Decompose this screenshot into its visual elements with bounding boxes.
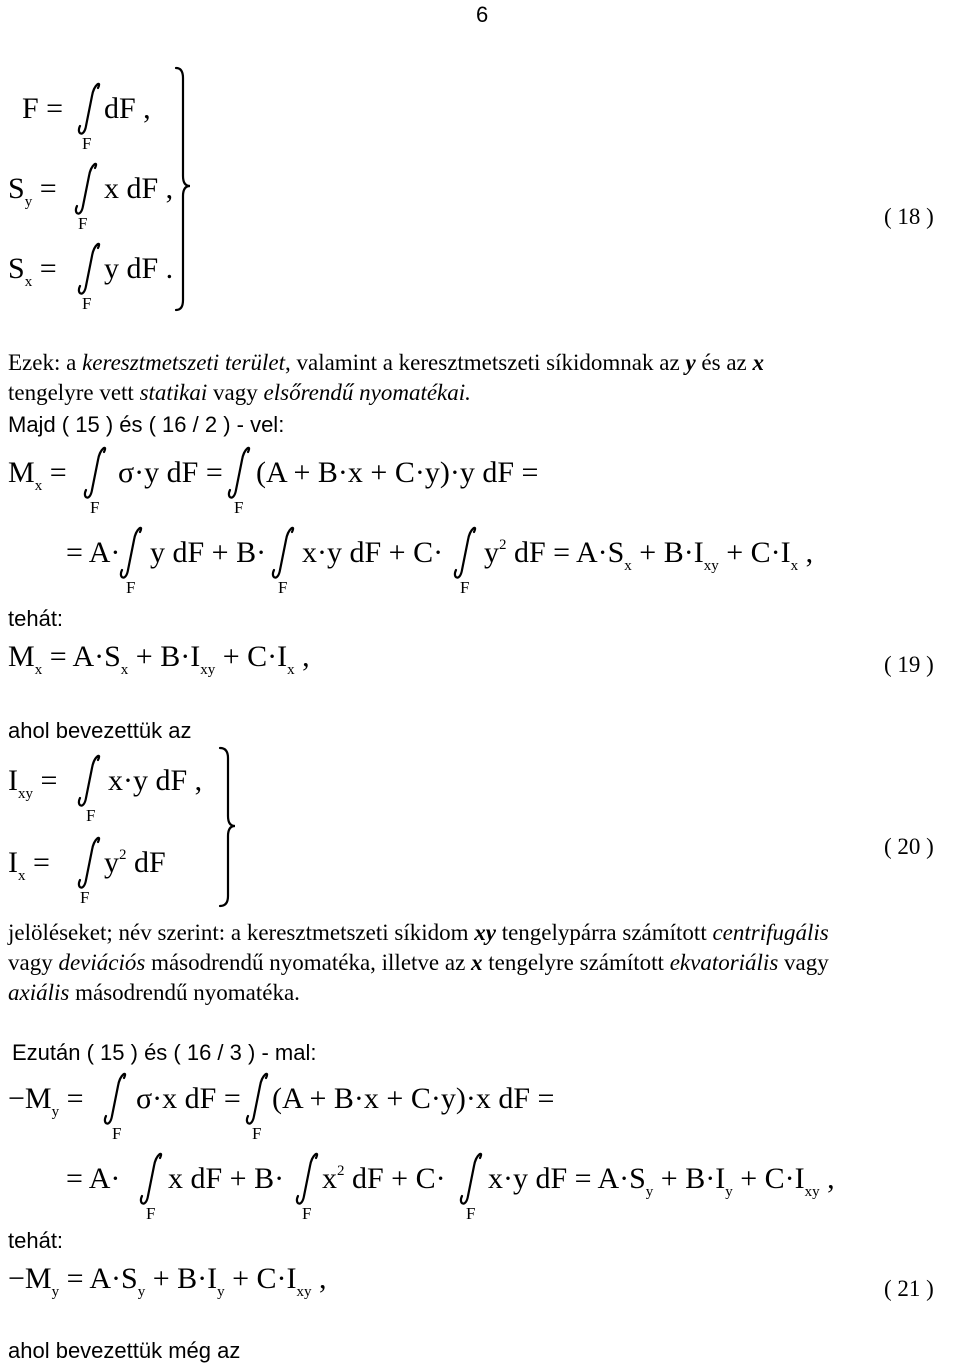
- eq20-line1-lhs: $I_{xy}$ =: [8, 764, 58, 802]
- paragraph-line: tengelyre vett statikai vagy elsőrendű nyomatékai.: [8, 380, 471, 405]
- integral-limit: F: [86, 806, 96, 825]
- integral-limit: F: [252, 1124, 262, 1143]
- my-line1-term2: (A + B·x + C·y)·x dF =: [272, 1082, 555, 1115]
- integral-sign: [79, 838, 99, 888]
- eq20-line2-lhs: $I_x$ =: [8, 846, 50, 884]
- integral-limit: F: [278, 578, 288, 597]
- eq20-line2-rhs: $y^2$ dF: [104, 846, 166, 879]
- right-brace: [220, 748, 235, 906]
- mx-line2-rest: $y^2$ dF = $A\cdot S_x + B\cdot I_{xy} + C\cdot I_x$ ,: [484, 536, 814, 574]
- integral-sign: [273, 528, 293, 578]
- equation-number-19: ( 19 ): [884, 652, 934, 677]
- eq18-line1-rhs: dF ,: [104, 92, 151, 125]
- eq21: $-M_y = A\cdot S_y + B\cdot I_y + C\cdot I_{xy}$ ,: [8, 1262, 327, 1300]
- eq18-line3-lhs: $S_x$ =: [8, 252, 57, 290]
- integral-sign: [79, 84, 99, 134]
- integral-limit: F: [302, 1204, 312, 1223]
- eq18-line2-lhs: $S_y$ =: [8, 172, 57, 210]
- ahol-label: ahol bevezettük még az: [8, 1338, 241, 1363]
- tehat-label: tehát:: [8, 1228, 64, 1253]
- integral-sign: [141, 1154, 161, 1204]
- integral-limit: F: [126, 578, 136, 597]
- mx-line1-lhs: $M_x$ =: [8, 456, 67, 494]
- integral-limit: F: [234, 498, 244, 517]
- integral-sign: [79, 244, 99, 294]
- integral-sign: [121, 528, 141, 578]
- integral-limit: F: [112, 1124, 122, 1143]
- tehat-label: tehát:: [8, 606, 64, 631]
- my-line1-lhs: $-M_y$ =: [8, 1082, 84, 1120]
- integral-limit: F: [90, 498, 100, 517]
- integral-limit: F: [82, 134, 92, 153]
- integral-sign: [85, 448, 105, 498]
- equation-number-20: ( 20 ): [884, 834, 934, 859]
- mx-line1-term2: (A + B·x + C·y)·y dF =: [256, 456, 539, 489]
- integral-sign: [461, 1154, 481, 1204]
- equation-number-21: ( 21 ): [884, 1276, 934, 1301]
- equation-number-18: ( 18 ): [884, 204, 934, 229]
- my-line2-c: $x^2$ dF + C·: [322, 1162, 446, 1195]
- ahol-label: ahol bevezettük az: [8, 718, 192, 743]
- intro-line: Majd ( 15 ) és ( 16 / 2 ) - vel:: [8, 412, 285, 437]
- integral-sign: [455, 528, 475, 578]
- mx-line2-b: y dF + B·: [150, 536, 267, 569]
- my-line2-rest: x·y dF = $A\cdot S_y + B\cdot I_y + C\cdot I_{xy}$ ,: [488, 1162, 835, 1200]
- integral-limit: F: [460, 578, 470, 597]
- integral-limit: F: [466, 1204, 476, 1223]
- eq18-line3-rhs: y dF .: [104, 252, 174, 285]
- integral-sign: [229, 448, 249, 498]
- right-brace: [176, 68, 190, 310]
- integral-sign: [79, 756, 99, 806]
- integral-limit: F: [82, 294, 92, 313]
- paragraph-line: Ezek: a keresztmetszeti terület, valamint a keresztmetszeti síkidomnak az y és az x: [8, 350, 764, 375]
- intro-line: Ezután ( 15 ) és ( 16 / 3 ) - mal:: [12, 1040, 317, 1065]
- eq18-line2-rhs: x dF ,: [104, 172, 174, 205]
- integral-limit: F: [80, 888, 90, 907]
- paragraph-line: axiális másodrendű nyomatéka.: [8, 980, 300, 1005]
- eq20-line1-rhs: x·y dF ,: [108, 764, 203, 797]
- integral-sign: [76, 164, 96, 214]
- integral-limit: F: [146, 1204, 156, 1223]
- page-number: 6: [476, 2, 489, 27]
- integral-sign: [297, 1154, 317, 1204]
- integral-sign: [105, 1074, 125, 1124]
- eq19: $M_x = A\cdot S_x + B\cdot I_{xy} + C\cdot I_x$ ,: [8, 640, 310, 678]
- my-line1-term1: σ·x dF =: [136, 1082, 241, 1115]
- paragraph-line: jelöléseket; név szerint: a keresztmetszeti síkidom xy tengelypárra számított centrifugális: [8, 920, 829, 945]
- eq18-line1-lhs: F =: [22, 92, 64, 125]
- mx-line1-term1: σ·y dF =: [118, 456, 223, 489]
- mx-line2-a: = A·: [66, 536, 121, 569]
- paragraph-line: vagy deviációs másodrendű nyomatéka, illetve az x tengelyre számított ekvatoriális vagy: [8, 950, 829, 975]
- my-line2-a: = A·: [66, 1162, 121, 1195]
- mx-line2-c: x·y dF + C·: [302, 536, 444, 569]
- integral-limit: F: [78, 214, 88, 233]
- integral-sign: [247, 1074, 267, 1124]
- my-line2-b: x dF + B·: [168, 1162, 285, 1195]
